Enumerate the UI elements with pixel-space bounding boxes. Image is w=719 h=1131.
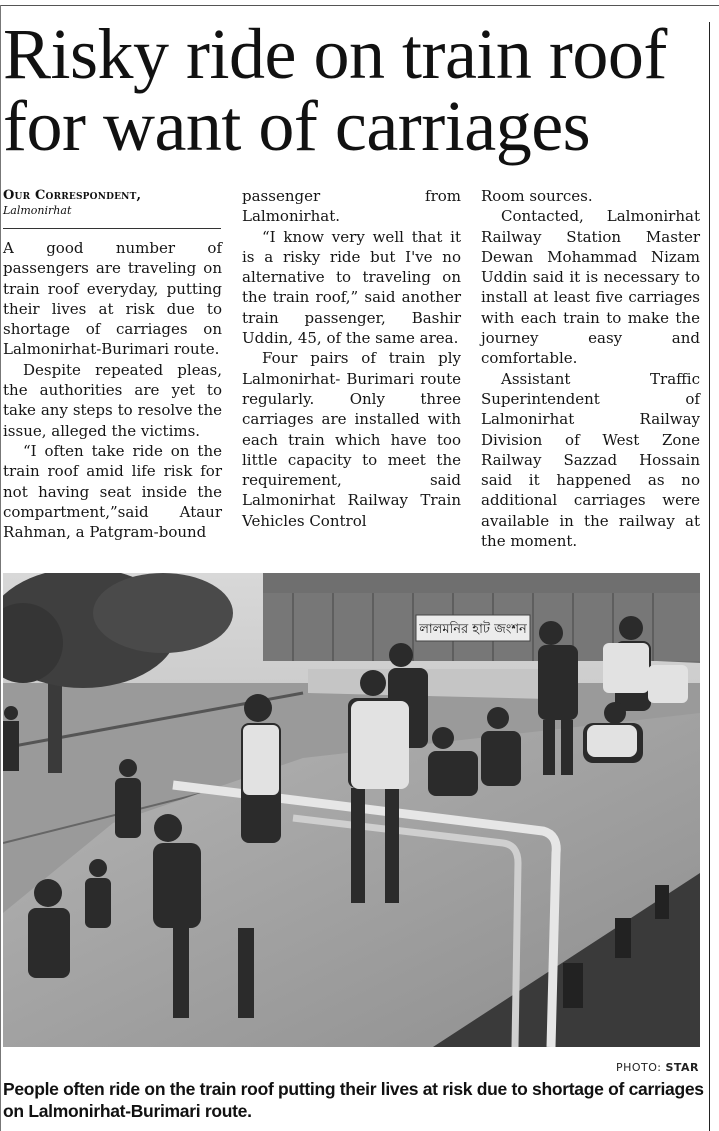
station-sign: লালমনির হাট জংশন: [419, 622, 527, 637]
paragraph-7: Assistant Traffic Superintendent of Lalmonirhat Railway Division of West Zone Railway Sazzad Hossain said it happened as no additional carriages were available in the railway at the moment.: [481, 369, 700, 551]
paragraph-3-end: passenger from Lalmonirhat.: [242, 187, 461, 226]
photo-caption: People often ride on the train roof putting their lives at risk due to shortage of carriages on Lalmonirhat-Burimari route.: [3, 1079, 704, 1121]
paragraph-1: A good number of passengers are traveling on train roof everyday, putting their lives at risk due to shortage of carriages on Lalmonirhat-Burimari route.: [3, 239, 222, 359]
article-column-1: [3, 238, 222, 542]
paragraph-6: Contacted, Lalmonirhat Railway Station Master Dewan Mohammad Nizam Uddin said it is necessary to install at least five carriages with each train to make the journey easy and comfortable.: [481, 207, 700, 368]
paragraph-5-end: Room sources.: [481, 187, 593, 205]
article-column-2: [242, 186, 461, 531]
paragraph-4: “I know very well that it is a risky ride but I've no alternative to traveling on the train roof,” said another train passenger, Bashir Uddin, 45, of the same area.: [242, 227, 461, 348]
headline: [3, 14, 708, 166]
paragraph-2: Despite repeated pleas, the authorities are yet to take any steps to resolve the issue, alleged the victims.: [3, 360, 222, 440]
byline-author: Our Correspondent,: [3, 188, 142, 203]
right-rule: [709, 22, 710, 1131]
photo-credit-label: PHOTO:: [615, 1061, 662, 1074]
byline: [3, 188, 221, 218]
byline-rule: [3, 228, 221, 229]
byline-location: Lalmonirhat: [3, 204, 72, 217]
article-column-3: [481, 186, 700, 551]
photo-credit-name: STAR: [665, 1061, 699, 1074]
headline-line-2: for want of carriages: [3, 86, 591, 166]
train-roof-photo-illustration: [3, 573, 700, 1047]
paragraph-3-start: “I often take ride on the train roof amid life risk for not having seat inside the compartment,”said Ataur Rahman, a Patgram-bound: [3, 441, 222, 542]
headline-line-1: Risky ride on train roof: [3, 14, 667, 94]
news-photo: [3, 573, 700, 1047]
left-rule: [0, 5, 1, 1131]
photo-credit: [616, 1061, 699, 1074]
top-rule: [0, 5, 719, 6]
paragraph-5-start: Four pairs of train ply Lalmonirhat- Burimari route regularly. Only three carriages are installed with each train which have too little capacity to meet the requirement, said Lalmonirhat Railway Train Vehicles Control: [242, 349, 461, 530]
